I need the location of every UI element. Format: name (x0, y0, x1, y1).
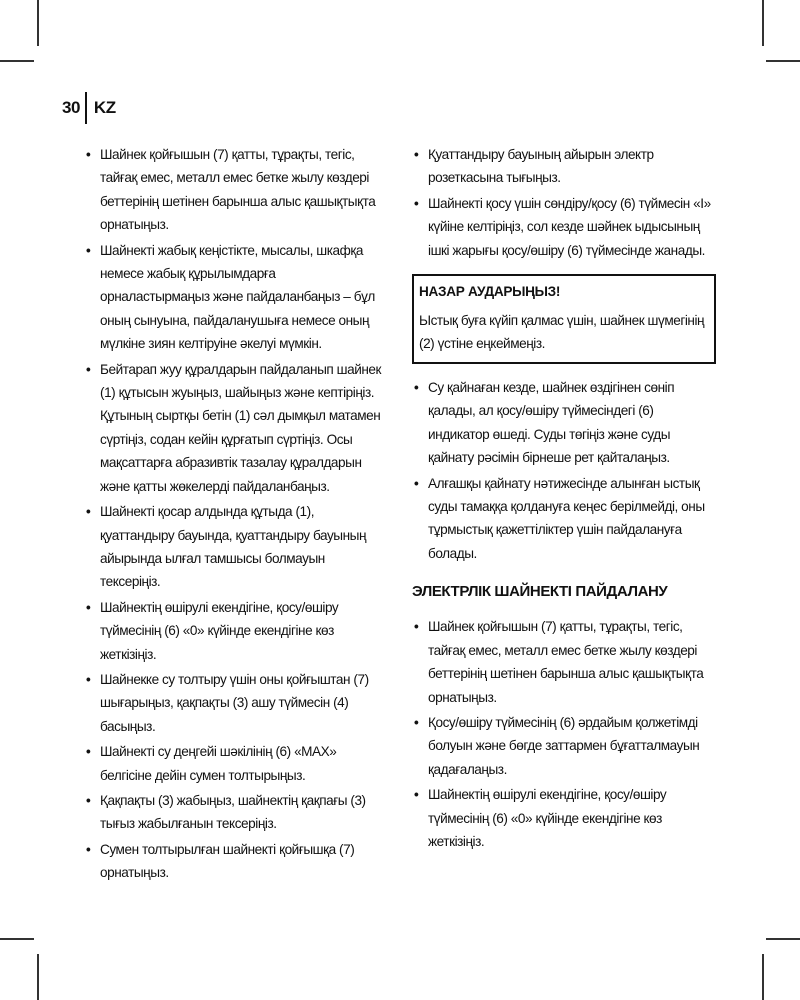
left-column (84, 143, 384, 887)
list-item: • Шайнек қойғышын (7) қатты, тұрақты, тегіс, тайғақ емес, металл емес бетке жылу көздері беттерінің шетінен барынша алыс қашықтықта орнатыңыз. (84, 143, 384, 237)
bullet-icon: • (86, 671, 91, 687)
warning-box (412, 274, 716, 364)
crop-mark (0, 938, 34, 940)
list-item: • Шайнекті су деңгейі шәкілінің (6) «MAX» белгісіне дейін сумен толтырыңыз. (84, 740, 384, 787)
bullet-icon: • (414, 380, 419, 396)
crop-mark (762, 0, 764, 46)
list-item: • Шайнекті жабық кеңістікте, мысалы, шкафқа немесе жабық құрылымдарға орналастырмаңыз және пайдаланбаңыз – бұл оның сынуына, пайдаланушыға немесе оның мүлкіне зиян келтіруіне әкелуі мүмкін. (84, 239, 384, 356)
crop-mark (766, 938, 800, 940)
page-number: 30 (62, 98, 80, 117)
list-item: • Шайнектің өшірулі екендігіне, қосу/өшіру түймесінің (6) «0» күйінде екендігіне көз жеткізіңіз. (84, 596, 384, 666)
list-item: • Шайнекті қосу үшін сөндіру/қосу (6) түймесін «I» күйіне келтіріңіз, сол кезде шәйнек ыдысының ішкі жарығы қосу/өшіру (6) түймесінде жанады. (412, 192, 716, 262)
warning-title: НАЗАР АУДАРЫҢЫЗ! (419, 284, 561, 300)
header-divider (85, 92, 87, 124)
list-item: • Шайнекке су толтыру үшін оны қойғыштан (7) шығарыңыз, қақпақты (3) ашу түймесін (4) басыңыз. (84, 668, 384, 738)
bullet-list (84, 143, 384, 885)
bullet-list (412, 376, 716, 565)
language-code: KZ (93, 98, 116, 117)
list-item: • Бейтарап жуу құралдарын пайдаланып шайнек (1) құтысын жуыңыз, шайыңыз және кептіріңіз. Құтының сыртқы бетін (1) сәл дымқыл матамен сүртіңіз, содан кейін құрғатып сүртіңіз. Осы мақсаттарға абразивтік тазалау құралдарын және қатты жөкелерді пайдаланбаңыз. (84, 358, 384, 498)
page-header (62, 92, 116, 124)
bullet-icon: • (86, 147, 91, 162)
list-item: • Қуаттандыру бауының айырын электр розеткасына тығыңыз. (412, 143, 716, 190)
list-item: • Сумен толтырылған шайнекті қойғышқа (7) орнатыңыз. (84, 838, 384, 885)
bullet-icon: • (86, 744, 91, 760)
bullet-icon: • (86, 841, 91, 857)
list-item: • Алғашқы қайнату нәтижесінде алынған ыстық суды тамаққа қолдануға кеңес берілмейді, оны тұрмыстық қажеттіліктер үшін пайдалануға болады. (412, 472, 716, 566)
crop-mark (37, 954, 39, 1000)
bullet-icon: • (414, 195, 419, 211)
bullet-icon: • (414, 714, 419, 730)
bullet-icon: • (86, 504, 91, 520)
bullet-icon: • (414, 475, 419, 491)
bullet-icon: • (414, 147, 419, 162)
list-item: • Шайнекті қосар алдында құтыда (1), қуаттандыру бауында, қуаттандыру бауының айырында ылғал тамшысы болмауын тексеріңіз. (84, 500, 384, 594)
section-heading: ЭЛЕКТРЛІК ШАЙНЕКТІ ПАЙДАЛАНУ (412, 583, 668, 601)
bullet-icon: • (86, 599, 91, 615)
bullet-icon: • (86, 792, 91, 808)
list-item: • Қосу/өшіру түймесінің (6) әрдайым қолжетімді болуын және бөгде заттармен бұғатталмауын қадағалаңыз. (412, 711, 716, 781)
list-item: • Шайнек қойғышын (7) қатты, тұрақты, тегіс, тайғақ емес, металл емес бетке жылу көздері беттерінің шетінен барынша алыс қашықтықта орнатыңыз. (412, 615, 716, 709)
bullet-icon: • (414, 619, 419, 635)
list-item: • Су қайнаған кезде, шайнек өздігінен сөніп қалады, ал қосу/өшіру түймесіндегі (6) индикатор өшеді. Суды төгіңіз және суды қайнату рәсімін бірнеше рет қайталаңыз. (412, 376, 716, 470)
crop-mark (37, 0, 39, 46)
warning-text: Ыстық буға күйіп қалмас үшін, шайнек шүмегінің (2) үстіне еңкеймеңіз. (419, 313, 705, 352)
bullet-list (412, 615, 716, 853)
bullet-list (412, 143, 716, 262)
right-column (412, 143, 716, 855)
crop-mark (0, 60, 34, 62)
crop-mark (762, 954, 764, 1000)
list-item: • Шайнектің өшірулі екендігіне, қосу/өшіру түймесінің (6) «0» күйінде екендігіне көз жеткізіңіз. (412, 783, 716, 853)
bullet-icon: • (414, 787, 419, 803)
bullet-icon: • (86, 242, 91, 258)
list-item: • Қақпақты (3) жабыңыз, шайнектің қақпағы (3) тығыз жабылғанын тексеріңіз. (84, 789, 384, 836)
crop-mark (766, 60, 800, 62)
bullet-icon: • (86, 361, 91, 377)
